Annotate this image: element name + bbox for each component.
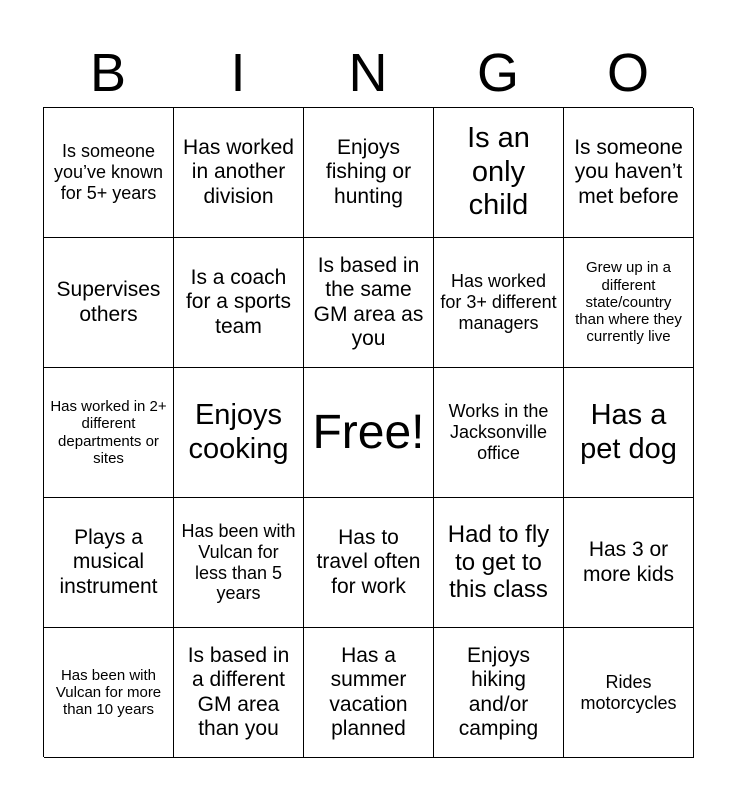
cell-text: Has to travel often for work (316, 526, 421, 598)
bingo-cell[interactable] (44, 238, 174, 368)
bingo-cell[interactable] (44, 498, 174, 628)
bingo-cell[interactable] (564, 628, 694, 758)
header-letter-b: B (89, 43, 127, 103)
cell-text: Works in the Jacksonville office (448, 401, 549, 463)
bingo-cell[interactable] (434, 628, 564, 758)
bingo-cell[interactable] (564, 368, 694, 498)
cell-text: Grew up in a different state/country than where they currently live (575, 259, 682, 346)
bingo-cell[interactable] (304, 108, 434, 238)
header-letter-o: O (606, 43, 649, 103)
header-letter-n: N (348, 43, 388, 103)
cell-text: Has a summer vacation planned (329, 644, 408, 740)
bingo-cell[interactable] (304, 628, 434, 758)
bingo-cell[interactable] (564, 498, 694, 628)
cell-text: Plays a musical instrument (59, 526, 158, 598)
header-letter-i: I (230, 43, 246, 103)
free-space[interactable] (304, 368, 434, 498)
bingo-cell[interactable] (434, 498, 564, 628)
bingo-cell[interactable] (174, 628, 304, 758)
bingo-cell[interactable] (44, 108, 174, 238)
cell-text: Is someone you haven’t met before (574, 136, 683, 208)
cell-text: Has worked for 3+ different managers (440, 271, 557, 333)
bingo-board (43, 107, 693, 757)
cell-text: Is based in a different GM area than you (187, 644, 290, 740)
cell-text: Has worked in another division (183, 136, 294, 208)
bingo-cell[interactable] (304, 238, 434, 368)
cell-text: Enjoys hiking and/or camping (458, 644, 539, 740)
bingo-cell[interactable] (44, 628, 174, 758)
cell-text: Supervises others (56, 278, 161, 326)
cell-text: Had to fly to get to this class (447, 521, 550, 604)
bingo-cell[interactable] (174, 368, 304, 498)
cell-text: Has been with Vulcan for less than 5 years (181, 521, 296, 604)
cell-text: Is someone you’ve known for 5+ years (53, 141, 164, 203)
cell-text: Enjoys cooking (188, 399, 289, 465)
cell-text: Enjoys fishing or hunting (325, 136, 412, 208)
cell-text: Has a pet dog (580, 399, 677, 465)
bingo-header (43, 40, 693, 106)
cell-text: Has been with Vulcan for more than 10 years (55, 666, 162, 719)
free-space-text: Free! (312, 405, 425, 459)
bingo-cell[interactable] (434, 368, 564, 498)
bingo-cell[interactable] (174, 238, 304, 368)
bingo-cell[interactable] (44, 368, 174, 498)
cell-text: Has 3 or more kids (582, 538, 675, 586)
cell-text: Has worked in 2+ different departments or sites (50, 398, 167, 467)
header-letter-g: G (476, 43, 519, 103)
bingo-cell[interactable] (174, 108, 304, 238)
bingo-cell[interactable] (174, 498, 304, 628)
cell-text: Rides motorcycles (580, 671, 677, 713)
bingo-cell[interactable] (304, 498, 434, 628)
bingo-cell[interactable] (434, 238, 564, 368)
cell-text: Is an only child (467, 122, 530, 222)
bingo-cell[interactable] (564, 108, 694, 238)
cell-text: Is a coach for a sports team (185, 266, 292, 338)
bingo-cell[interactable] (564, 238, 694, 368)
bingo-cell[interactable] (434, 108, 564, 238)
cell-text: Is based in the same GM area as you (313, 254, 424, 350)
